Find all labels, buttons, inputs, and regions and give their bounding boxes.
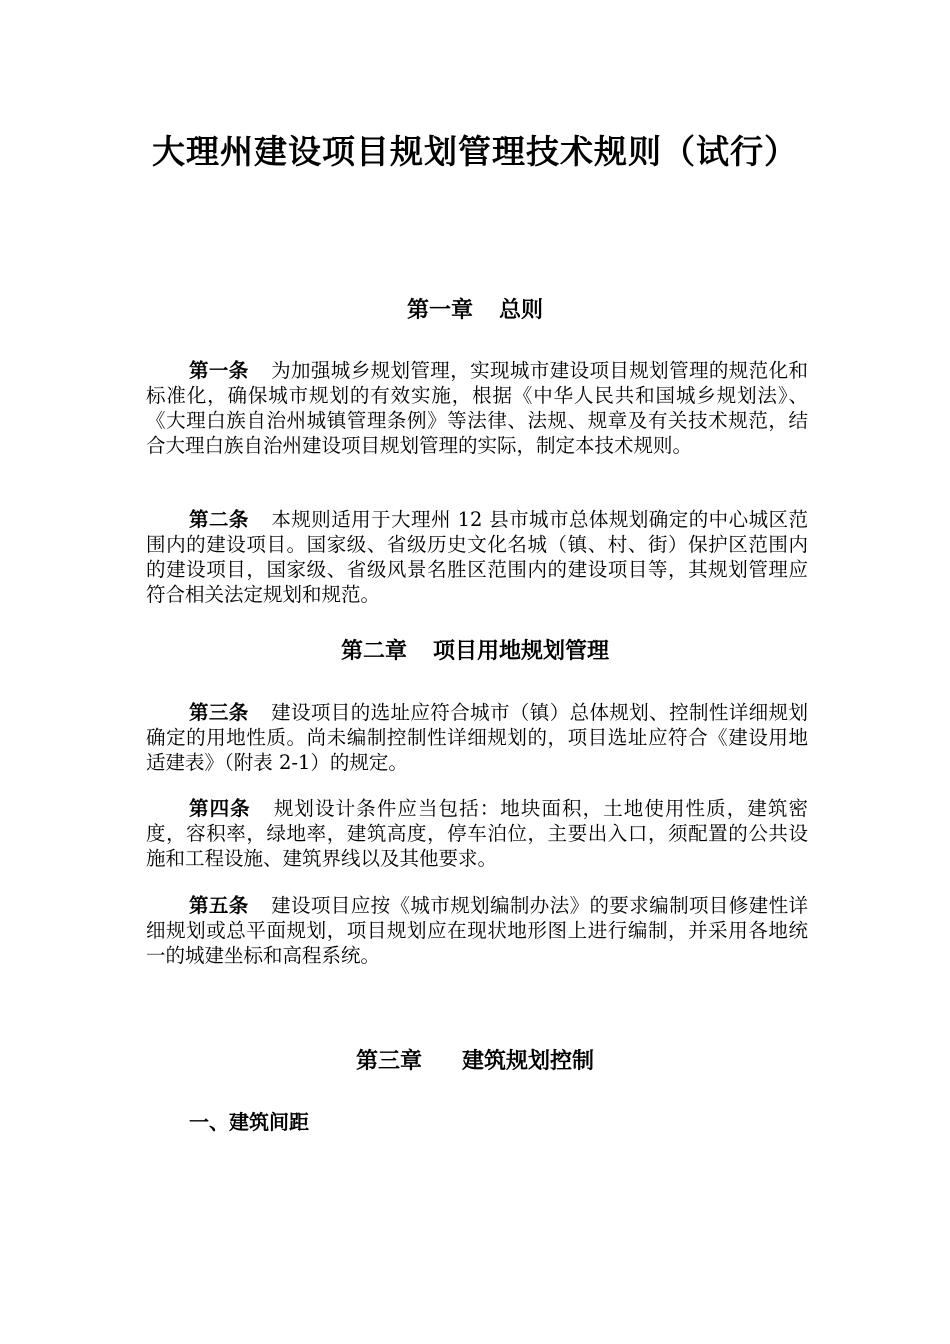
article-text: 建设项目应按《城市规划编制办法》的要求编制项目修建性详细规划或总平面规划，项目规划应在现状地形图上进行编制，并采用各地统一的城建坐标和高程系统。 (146, 894, 808, 967)
article-label: 第二条 (189, 508, 249, 531)
document-title: 大理州建设项目规划管理技术规则（试行） (152, 132, 798, 171)
chapter-number: 第二章 (340, 639, 407, 664)
article-label: 第三条 (189, 701, 249, 724)
chapter-name: 项目用地规划管理 (433, 639, 610, 664)
article-5 (146, 893, 808, 968)
article-label: 第五条 (189, 894, 249, 917)
chapter-heading-1 (0, 296, 950, 326)
article-text: 为加强城乡规划管理，实现城市建设项目规划管理的规范化和标准化，确保城市规划的有效实施，根据《中华人民共和国城乡规划法》、《大理白族自治州城镇管理条例》等法律、法规、规章及有关技术规范，结合大理白族自治州建设项目规划管理的实际，制定本技术规则。 (146, 359, 808, 457)
article-text: 规划设计条件应当包括：地块面积，土地使用性质，建筑密度，容积率，绿地率，建筑高度，停车泊位，主要出入口，须配置的公共设施和工程设施、建筑界线以及其他要求。 (146, 797, 808, 870)
chapter-number: 第三章 (355, 1049, 422, 1074)
article-label: 第四条 (189, 797, 251, 820)
chapter-heading-2 (0, 637, 950, 667)
article-text: 建设项目的选址应符合城市（镇）总体规划、控制性详细规划确定的用地性质。尚未编制控制性详细规划的，项目选址应符合《建设用地适建表》（附表 2-1）的规定。 (146, 701, 808, 774)
article-1 (146, 358, 808, 458)
section-heading: 一、建筑间距 (189, 1110, 309, 1134)
chapter-heading-3 (0, 1047, 950, 1077)
article-label: 第一条 (189, 359, 249, 382)
chapter-name: 建筑规划控制 (462, 1049, 595, 1074)
article-4 (146, 796, 808, 871)
chapter-name: 总则 (499, 298, 544, 323)
article-text: 本规则适用于大理州 12 县市城市总体规划确定的中心城区范围内的建设项目。国家级、省级历史文化名城（镇、村、街）保护区范围内的建设项目，国家级、省级风景名胜区范围内的建设项目等，其规划管理应符合相关法定规划和规范。 (146, 508, 808, 606)
article-3 (146, 700, 808, 775)
article-2 (146, 507, 808, 607)
chapter-number: 第一章 (406, 298, 473, 323)
